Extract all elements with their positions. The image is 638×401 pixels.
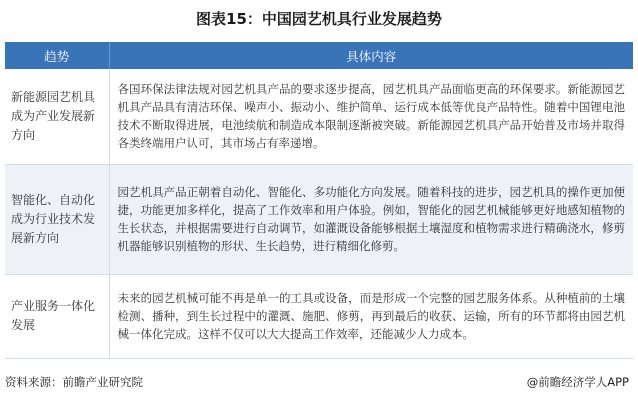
content-cell: 未来的园艺机械可能不再是单一的工具或设备，而是形成一个完整的园艺服务体系。从种植前的土壤检测、播种，到生长过程中的灌溉、施肥、修剪，再到最后的收获、运输，所有的环节都将由园艺机械一体化完成。这样不仅可以大大提高工作效率，还能减少人力成本。 [109,274,633,358]
brand-credit [527,372,629,392]
table-row [5,69,633,164]
header-trend: 趋势 [5,42,109,69]
trend-cell: 智能化、自动化成为行业技术发展新方向 [5,164,109,274]
content-cell: 园艺机具产品正朝着自动化、智能化、多功能化方向发展。随着科技的进步，园艺机具的操作更加便捷，功能更加多样化，提高了工作效率和用户体验。例如，智能化的园艺机械能够更好地感知植物的生长状态，并根据需要进行自动调节，如灌溉设备能够根据土壤湿度和植物需求进行精确浇水，修剪机器能够识别植物的形状、生长趋势，进行精细化修剪。 [109,164,633,274]
chart-title: 图表15：中国园艺机具行业发展趋势 [196,10,442,28]
trends-table [5,42,633,359]
trend-cell: 新能源园艺机具成为产业发展新方向 [5,69,109,164]
table-row [5,164,633,274]
content-cell: 各国环保法律法规对园艺机具产品的要求逐步提高，园艺机具产品面临更高的环保要求。新能源园艺机具产品具有清洁环保、噪声小、振动小、维护简单、运行成本低等优良产品特性。随着中国锂电池技术不断取得进展，电池续航和制造成本限制逐渐被突破。新能源园艺机具产品开始普及市场并取得各类终端用户认可，其市场占有率递增。 [109,69,633,164]
brand-text: @前瞻经济学人APP [526,375,629,389]
table-row [5,274,633,358]
footer [5,372,633,392]
header-content: 具体内容 [109,42,633,69]
trend-cell: 产业服务一体化发展 [5,274,109,358]
source-note: 资料来源：前瞻产业研究院 [5,375,143,389]
table-header-row [5,42,633,69]
